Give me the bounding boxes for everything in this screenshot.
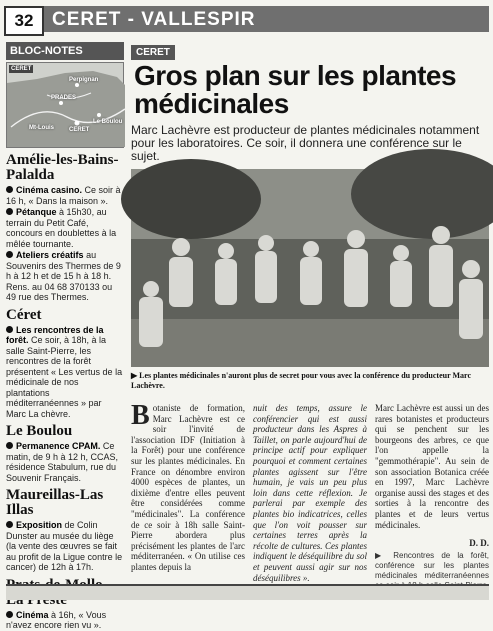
map-label: CERET: [69, 127, 90, 133]
map-tag: CERET: [11, 66, 32, 72]
bottom-rule: [6, 584, 489, 600]
author-signature: D. D.: [469, 538, 489, 549]
article-headline: Gros plan sur les plantes médicinales: [134, 60, 457, 119]
town-name: Amélie-les-Bains-Palalda: [6, 152, 119, 183]
town-name: Le Boulou: [6, 423, 73, 439]
photo-caption: ▶ Les plantes médicinales n'auront plus de secret pour vous avec la conférence du producteur Marc Lachèvre.: [131, 371, 472, 390]
list-item: Ateliers créatifs au Souvenirs des Thermes de 9 h à 12 h et de 15 h à 18 h. Rens. au 04 68 370133 ou 49 rue des Thermes.: [6, 250, 121, 302]
map-label: Perpignan: [69, 77, 99, 83]
article-column: Marc Lachèvre est aussi un des rares botanistes et producteurs qui se penchent sur les bourgeons des arbres, ce que l'on appelle la "gemmothérapie". Au sein de son association Botanica créée en 1997, Marc Lachèvre organise aussi des stages et des sorties à la rencontre des plantes et de leurs vertus médicinales. D. D. ▶ Rencontres de la forêt, conférence sur les plantes médicinales méditerranéennes: [375, 403, 489, 593]
drop-cap: B: [131, 400, 150, 431]
list-item: Cinéma casino. Ce soir à 16 h, « Dans la maison ».: [6, 185, 121, 206]
region-map: [6, 62, 124, 148]
bloc-notes-title: BLOC-NOTES: [6, 42, 124, 60]
map-label: PRADES: [51, 95, 77, 101]
article-photo: [131, 169, 489, 367]
bullet-icon: [6, 521, 13, 528]
bullet-icon: [6, 326, 13, 333]
article-column: nuit des temps, assure le conférencier qui est aussi producteur dans les Aspres à Taillet, on parle aujourd'hui de principe actif pour expliquer pourquoi et comment certaines plantes agissent sur l'être humain, je vais un peu plus loin dans cette réflexion. Je parlerai par exemple des plantes bio indicatrices, celles que l'on voit pousser sur certaines terres après la récolte de cultures. Ces plantes indiquent le déséquilibre du sol et peuvent aussi agir sur nos déséquilibres ».: [253, 403, 367, 583]
bloc-notes-sidebar: [6, 42, 124, 630]
map-label: Le Boulou: [93, 119, 123, 125]
town-name: Céret: [6, 306, 42, 323]
map-label: Mt-Louis: [29, 125, 54, 131]
page-number: 32: [4, 6, 44, 36]
list-item: Pétanque à 15h30, au terrain du Petit Café, concours en doublettes à la mêlée tournante.: [6, 207, 117, 249]
arrow-icon: ▶: [375, 550, 394, 560]
article-column: Botaniste de formation, Marc Lachèvre est ce soir l'invité de l'association IDF (Initiation à la Forêt) pour une conférence sur les plantes médicinales. En France on dénombre environ 4000 espèces de plantes, un dixième d'entre elles peuvent être considérées comme "médicinales". La conférence de ce soir à 18h salle Saint-Pierre abordera plus précisément les plantes de l'arc méditerranéen. « On utilise ces plantes depuis la: [131, 400, 245, 572]
article-body: [131, 400, 489, 593]
map-outline-icon: [7, 63, 125, 147]
article: [131, 42, 489, 391]
bullet-icon: [6, 186, 13, 193]
caption-arrow-icon: ▶: [131, 371, 140, 380]
bullet-icon: [6, 208, 13, 215]
bullet-icon: [6, 251, 13, 258]
list-item: Cinéma à 16h, « Vous n'avez encore rien vu ».: [6, 609, 107, 630]
page-header: [0, 0, 493, 34]
article-lede: Marc Lachèvre est producteur de plantes médicinales notamment pour les laboratoires. Ce soir, il donnera une conférence sur le sujet.: [131, 123, 480, 163]
town-name: Maureillas-Las Illas: [6, 487, 104, 518]
bullet-icon: [6, 611, 13, 618]
list-item: Permanence CPAM. Ce matin, de 9 h à 12 h, CCAS, résidence Stabulum, rue du Souvenir Français.: [6, 441, 119, 483]
section-banner: CERET - VALLESPIR: [44, 6, 489, 32]
list-item: Les rencontres de la forêt. Ce soir, à 18h, à la salle Saint-Pierre, les rencontres de la forêt présentent « Les vertus de la médicinale de nos plantations méditerranéennes » par Marc La chèvre.: [6, 324, 123, 419]
bullet-icon: [6, 442, 13, 449]
info-box: ▶ Rencontres de la forêt, conférence sur les plantes médicinales méditerranéennes: [375, 550, 489, 580]
group-photo-icon: [131, 169, 489, 367]
article-kicker: CERET: [131, 45, 175, 60]
list-item: Exposition de Colin Dunster au musée du liège (la vente des œuvres se fait au profit de la Ligue contre le cancer) de 12h à 17h.: [6, 520, 123, 572]
